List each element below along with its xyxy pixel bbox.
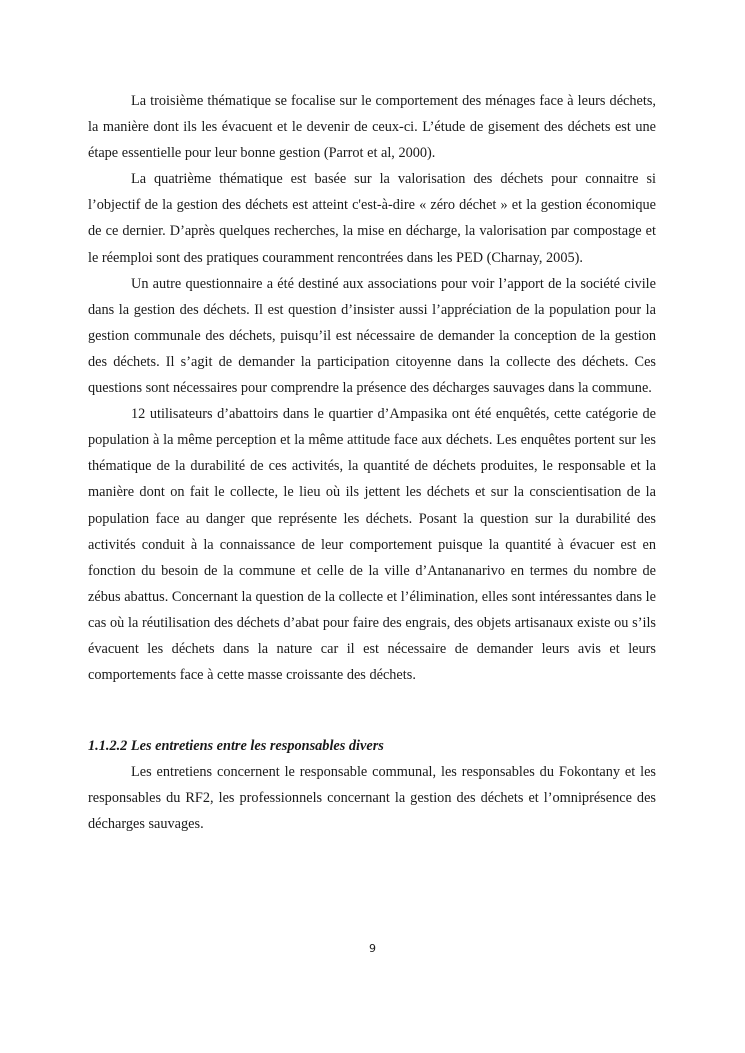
paragraph-fourth-theme: La quatrième thématique est basée sur la valorisation des déchets pour connaitre si l’objectif de la gestion des déchets est atteint c'est-à-dire « zéro déchet » et la gestion économique de ce dernier. D’après quelques recherches, la mise en décharge, la valorisation par compostage et le réemploi sont des pratiques couramment rencontrées dans les PED (Charnay, 2005). [88,171,656,266]
paragraph-third-theme: La troisième thématique se focalise sur le comportement des ménages face à leurs déchets, la manière dont ils les évacuent et le devenir de ceux-ci. L’étude de gisement des déchets est une étape essentielle pour leur bonne gestion (Parrot et al, 2000). [88,93,656,162]
paragraph-associations-questionnaire: Un autre questionnaire a été destiné aux associations pour voir l’apport de la société civile dans la gestion des déchets. Il est question d’insister aussi l’appréciation de la population pour la gestion communale des déchets, puisqu’il est nécessaire de demander la conception de la gestion des déchets. Il s’agit de demander la participation citoyenne dans la collecte des déchets. Ces questions sont nécessaires pour comprendre la présence des décharges sauvages dans la commune. [88,275,656,397]
document-page [88,88,656,837]
section-heading: 1.1.2.2 Les entretiens entre les responsables divers [88,738,384,755]
page-number: 9 [369,942,376,955]
paragraph-abattoir-users: 12 utilisateurs d’abattoirs dans le quartier d’Ampasika ont été enquêtés, cette catégorie de population à la même perception et la même attitude face aux déchets. Les enquêtes portent sur les thématique de la durabilité de ces activités, la quantité de déchets produites, le responsable et la manière dont on fait le collecte, le lieu où ils jettent les déchets et sur la conscientisation de la population face au danger que représente les déchets. Posant la question sur la durabilité des activités conduit à la connaissance de leur comportement puisque la quantité à évacuer est en fonction du besoin de la commune et celle de la ville d’Antananarivo en termes du nombre de zébus abattus. Concernant la question de la collecte et l’élimination, elles sont intéressantes dans le cas où la réutilisation des déchets d’abat pour faire des engrais, des objets artisanaux existe ou s’ils évacuent les déchets dans la nature car il est nécessaire de demander leurs avis et leurs comportements face à cette masse croissante des déchets. [88,406,656,684]
paragraph-interviews: Les entretiens concernent le responsable communal, les responsables du Fokontany et les responsables du RF2, les professionnels concernant la gestion des déchets et l’omniprésence des décharges sauvages. [88,764,656,833]
